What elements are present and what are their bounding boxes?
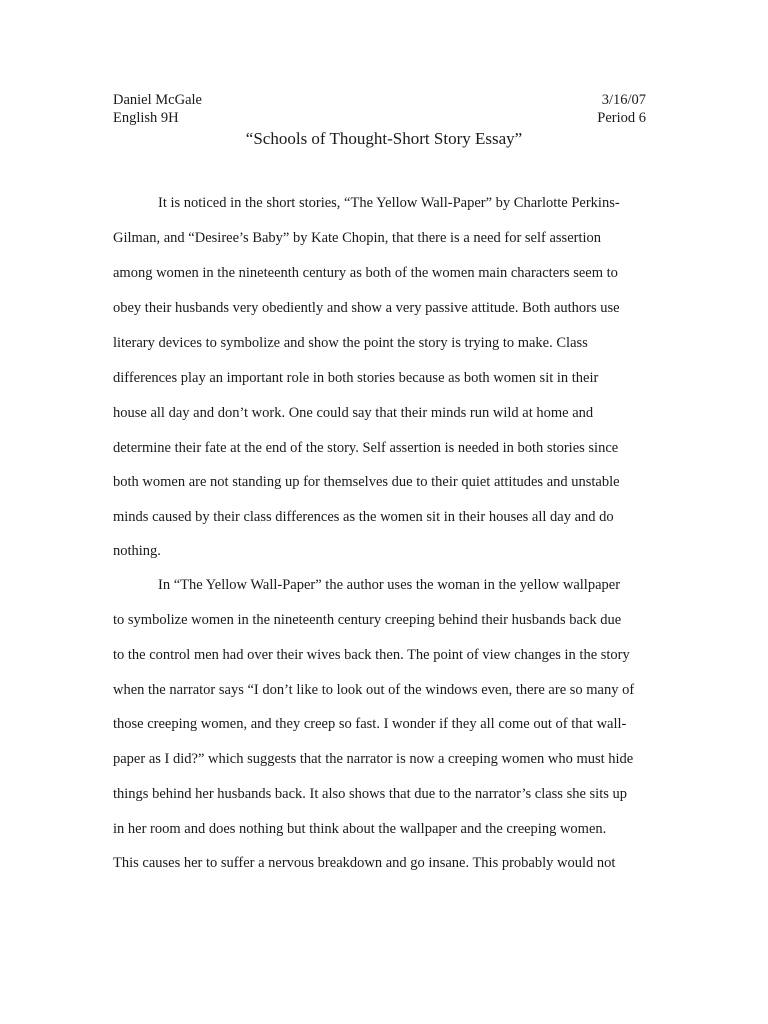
class-period: Period 6 bbox=[597, 110, 646, 126]
body-line: In “The Yellow Wall-Paper” the author uses the woman in the yellow wallpaper bbox=[158, 577, 621, 593]
body-line: minds caused by their class differences as the women sit in their houses all day and do bbox=[113, 509, 614, 525]
header-row-1 bbox=[113, 91, 646, 109]
body-line: in her room and does nothing but think about the wallpaper and the creeping women. bbox=[113, 821, 607, 837]
body-line: to symbolize women in the nineteenth century creeping behind their husbands back due bbox=[113, 612, 622, 628]
body-line: It is noticed in the short stories, “The Yellow Wall-Paper” by Charlotte Perkins- bbox=[158, 195, 620, 211]
body-line: when the narrator says “I don’t like to look out of the windows even, there are so many of bbox=[113, 682, 635, 698]
body-line: house all day and don’t work. One could say that their minds run wild at home and bbox=[113, 405, 594, 421]
header-row-2 bbox=[113, 109, 646, 127]
body-line: to the control men had over their wives back then. The point of view changes in the story bbox=[113, 647, 630, 663]
body-line: those creeping women, and they creep so fast. I wonder if they all come out of that wall- bbox=[113, 716, 627, 732]
body-line: determine their fate at the end of the story. Self assertion is needed in both stories since bbox=[113, 440, 619, 456]
essay-date: 3/16/07 bbox=[601, 92, 646, 108]
author-name: Daniel McGale bbox=[113, 92, 202, 108]
body-line: literary devices to symbolize and show the point the story is trying to make. Class bbox=[113, 335, 588, 351]
essay-title: “Schools of Thought-Short Story Essay” bbox=[245, 129, 523, 148]
body-line: This causes her to suffer a nervous breakdown and go insane. This probably would not bbox=[113, 855, 616, 871]
body-line: among women in the nineteenth century as both of the women main characters seem to bbox=[113, 265, 618, 281]
body-line: differences play an important role in both stories because as both women sit in their bbox=[113, 370, 599, 386]
body-line: nothing. bbox=[113, 543, 161, 559]
body-line: Gilman, and “Desiree’s Baby” by Kate Chopin, that there is a need for self assertion bbox=[113, 230, 602, 246]
body-line: obey their husbands very obediently and show a very passive attitude. Both authors use bbox=[113, 300, 620, 316]
body-line: both women are not standing up for themselves due to their quiet attitudes and unstable bbox=[113, 474, 620, 490]
body-line: things behind her husbands back. It also shows that due to the narrator’s class she sits up bbox=[113, 786, 627, 802]
body-line: paper as I did?” which suggests that the narrator is now a creeping women who must hide bbox=[113, 751, 634, 767]
course-name: English 9H bbox=[113, 110, 179, 126]
